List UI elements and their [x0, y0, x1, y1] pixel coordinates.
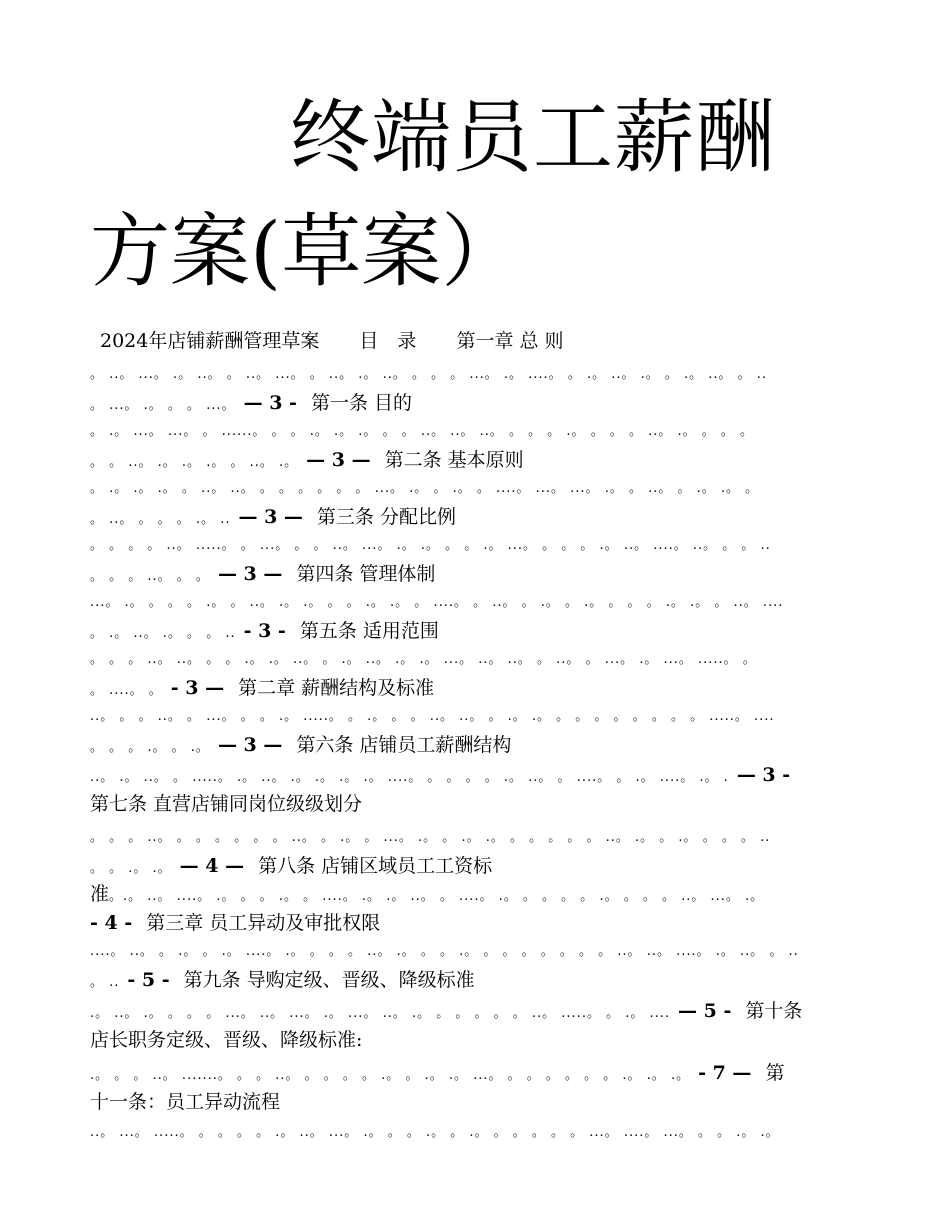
- leader-dots: ..。 .。 ..。 。 .....。 .。 ..。 .。 .。 .。 .。 ....。 。 。 。 。 .。 ..。 。 ....。 。 .。 ....。 .。 .: [90, 770, 729, 785]
- leader-dots: 。 .。 ..。 .。 。 。 ..: [90, 626, 236, 641]
- page-number: - 3 —: [170, 677, 225, 699]
- entry-label: 第: [765, 1062, 785, 1084]
- doc-name: 2024年店铺薪酬管理草案: [100, 330, 320, 352]
- leader-dots: 。 。 ..。 .。 .。 .。 。 ..。 .。: [90, 455, 299, 470]
- page-number: - 3 -: [243, 620, 286, 642]
- page-number: - 7 —: [698, 1062, 752, 1084]
- toc-entry[interactable]: [90, 761, 860, 819]
- toc-entry[interactable]: [90, 419, 860, 476]
- entry-label: 第三章 员工异动及审批权限: [146, 912, 381, 934]
- entry-label: 第二条 基本原则: [384, 449, 524, 471]
- leader-dots: 。 ...。 .。 。 。 ...。: [90, 398, 236, 413]
- leader-dots: 。 .。 .。 .。 。 ..。 ..。 。 。 。 。 。 。 ...。 .。 。 .。 。 ....。 ...。 ...。 .。 。 ..。 。 .。 .。 。: [90, 481, 760, 496]
- entry-label-cont: 十一条：员工异动流程: [90, 1091, 281, 1113]
- entry-label: 第二章 薪酬结构及标准: [238, 677, 435, 699]
- leader-dots: 。 。 。 ..。 ..。 。 。 .。 .。 ..。 。 .。 ..。 .。 .。 ...。 ..。 ..。 。 ..。 。 ...。 .。 ...。 .....。 。: [90, 652, 757, 667]
- toc-entry[interactable]: [90, 533, 860, 590]
- leader-dots: 。 ..: [90, 975, 120, 990]
- page-number: — 3 -: [736, 764, 791, 786]
- leader-dots: 。 ..。 ...。 .。 ..。 。 ..。 ...。 。 ..。 .。 ..。 。 。 。 ...。 .。 ....。 。 .。 ..。 .。 。 .。 ..。 。 ..: [90, 367, 768, 382]
- toc-label: 目 录: [359, 330, 417, 352]
- page-number: — 4 —: [179, 855, 245, 877]
- entry-label: 第四条 管理体制: [296, 563, 436, 585]
- leader-dots: 。 。 。 ..。 。 。 。 。 。 。 ..。 。 .。 。 ...。 .。 。 .。 .。 。 。 。 。 。 ..。 .。 。 .。 。 。 。 ..: [90, 830, 771, 845]
- entry-label: 第十条: [745, 1000, 803, 1022]
- leader-dots: ..。 。 。 ..。 。 ...。 。 。 .。 .....。 。 .。 。 。 ..。 ..。 。 .。 .。 。 。 。 。 。 。 。 。 .....。 ....: [90, 709, 775, 724]
- table-of-contents: [90, 362, 860, 1146]
- toc-entry[interactable]: [90, 590, 860, 647]
- toc-entry[interactable]: [90, 825, 860, 939]
- toc-entry[interactable]: [90, 939, 860, 996]
- leader-dots: 。 。 。 ..。 。 。: [90, 569, 210, 584]
- entry-label-cont: 店长职务定级、晋级、降级标准:: [90, 1029, 363, 1051]
- leader-dots: 。 .。 ...。 ...。 。 ......。 。 。 .。 .。 .。 。 。 ..。 ..。 ..。 。 。 。 .。 。 。 。 ..。 .。 。 。 。: [90, 424, 755, 439]
- leader-dots: .。 ..。 .。 。 。 。 ...。 ..。 ...。 .。 ...。 ..。 .。 。 。 。 。 。 ..。 .....。 。 .。 ....: [90, 1006, 671, 1021]
- page-number: - 4 -: [90, 912, 133, 934]
- entry-label: 第五条 适用范围: [299, 620, 439, 642]
- entry-label: 第八条 店铺区域员工工资标: [258, 855, 493, 877]
- chapter-heading: 第一章 总 则: [456, 330, 564, 352]
- entry-label: 第六条 店铺员工薪酬结构: [296, 734, 512, 756]
- page-number: — 3 —: [306, 449, 371, 471]
- toc-entry[interactable]: [90, 704, 860, 761]
- leader-dots: ...。 .。 。 。 。 .。 。 ..。 .。 .。 。 。 .。 .。 。 ....。 。 ..。 。 .。 。 .。 。 。 。 .。 .。 。 ..。 ....: [90, 595, 784, 610]
- page-number: — 3 —: [238, 506, 303, 528]
- entry-label-cont: 准: [90, 883, 110, 905]
- page-number: — 5 -: [678, 1000, 732, 1022]
- leader-dots: 。 ....。 。: [90, 683, 163, 698]
- document-title-line2: 方案(草案）: [90, 205, 522, 298]
- leader-dots: 。 ..。 。 。 。 .。 ..: [90, 512, 231, 527]
- toc-entry[interactable]: [90, 362, 860, 419]
- page-number: — 3 -: [243, 392, 297, 414]
- toc-entry[interactable]: [90, 1058, 860, 1146]
- toc-entry[interactable]: [90, 996, 860, 1054]
- leader-dots: 。.。 ..。 ....。 .。 。 。 .。 。 ....。 .。 .。 ..。 。 ....。 .。 。 。 。 。 .。 。 。 。 ..。 ...。 .。: [109, 889, 765, 904]
- page-number: — 3 —: [217, 734, 283, 756]
- leader-dots: 。 。 .。 .。: [90, 861, 172, 876]
- toc-entry[interactable]: [90, 647, 860, 704]
- entry-label: 第七条 直营店铺同岗位级级划分: [90, 793, 363, 815]
- page-number: — 3 —: [217, 563, 283, 585]
- entry-label: 第一条 目的: [310, 392, 412, 414]
- entry-label: 第九条 导购定级、晋级、降级标准: [183, 969, 475, 991]
- leader-dots: 。 。 。 。 ..。 .....。 。 ...。 。 。 ..。 ...。 .。 .。 。 。 .。 ...。 。 。 。 .。 ..。 ....。 ..。 。 。 ..: [90, 538, 771, 553]
- leader-dots: 。 。 。 .。 。 .。: [90, 740, 210, 755]
- leader-dots: ....。 ..。 。 .。 。 .。 ....。 .。 。 。 。 ..。 .。 。 。 .。 。 。 。 。 。 。 。 ..。 ..。 ....。 .。 ..。 。 ..: [90, 944, 799, 959]
- toc-entry[interactable]: [90, 476, 860, 533]
- leader-dots: ..。 ...。 .....。 。 。 。 。 .。 ..。 ...。 .。 。 。 .。 。 .。 。 。 。 。 。 ...。 ....。 ...。 。 。 .。 .。: [90, 1125, 780, 1140]
- page-number: - 5 -: [127, 969, 170, 991]
- entry-label: 第三条 分配比例: [316, 506, 456, 528]
- intro-line: [100, 326, 598, 353]
- document-title-line1: 终端员工薪酬: [290, 91, 776, 184]
- leader-dots: .。 。 。 ..。 .......。 。 。 ..。 。 。 。 。 .。 。 .。 .。 ...。 。 。 。 。 。 。 .。 .。 .。: [90, 1068, 691, 1083]
